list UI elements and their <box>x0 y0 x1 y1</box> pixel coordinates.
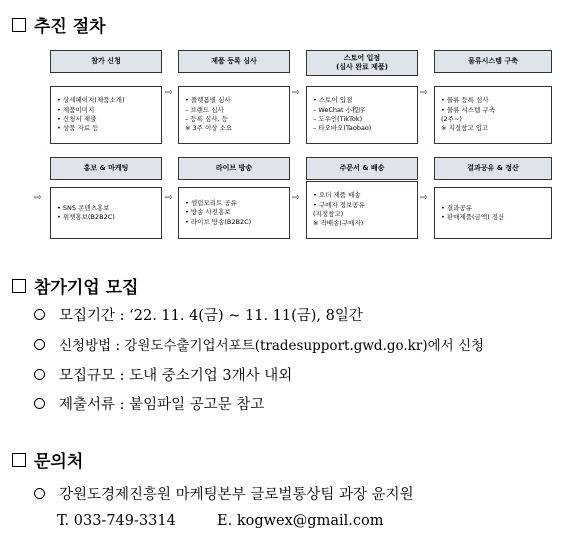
apply-method <box>34 334 484 354</box>
step-settlement <box>434 157 552 239</box>
step-body <box>50 86 162 144</box>
circle-bullet-icon <box>34 398 45 409</box>
step-line: – WeChat 小程序 <box>313 105 366 114</box>
step-line: – 등록 심사, 등 <box>185 115 228 123</box>
step-line: • 구매자 정보공유 <box>313 200 365 209</box>
step-line: • 판매제품(금액) 정산 <box>441 213 505 221</box>
item-text: 모집규모 : 도내 중소기업 3개사 내외 <box>59 368 293 384</box>
step-subtitle: (심사 완료 제품) <box>336 63 388 71</box>
square-bullet-icon <box>12 279 26 293</box>
step-promotion <box>50 157 162 239</box>
step-title: 제품 등록 심사 <box>178 50 290 73</box>
item-text: 강원도경제진흥원 마케팅본부 글로벌통상팀 과장 윤지원 <box>59 487 414 503</box>
step-line: (지정창고) <box>313 210 344 218</box>
circle-bullet-icon <box>34 488 45 499</box>
step-line: • 스토어 입점 <box>313 96 353 105</box>
item-text: 제출서류 : 붙임파일 공고문 참고 <box>59 397 265 413</box>
contact-phone: T. 033-749-3314 <box>57 513 176 529</box>
step-line: • SNS 콘텐츠홍보 <box>57 203 110 212</box>
step-body <box>50 187 162 239</box>
step-product-review <box>178 50 290 144</box>
step-line: • 상세페이지(제품소개) <box>57 96 125 105</box>
circle-bullet-icon <box>34 369 45 380</box>
step-line: – 타오바오(Taobao) <box>313 124 372 133</box>
step-line: • 플랫폼별 심사 <box>185 96 231 105</box>
section-title-recruitment <box>12 273 138 298</box>
arrow-right-icon <box>165 88 173 98</box>
step-line: (2주~) <box>441 115 462 123</box>
circle-bullet-icon <box>34 309 45 320</box>
arrow-right-icon <box>292 88 300 98</box>
arrow-right-icon <box>420 193 428 203</box>
step-line: • 제품이미지 <box>57 105 95 114</box>
step-body <box>178 187 290 239</box>
contact-person <box>34 483 414 504</box>
step-line: ※ 3주 이상 소요 <box>185 124 233 133</box>
step-body <box>434 187 552 239</box>
step-title: 참가 신청 <box>50 50 162 73</box>
section-title-text: 추진 절차 <box>34 17 106 37</box>
step-body <box>178 86 290 144</box>
step-apply <box>50 50 162 144</box>
step-body <box>306 181 418 239</box>
step-line: • 결과공유 <box>441 203 473 212</box>
contact-email: E. kogwex@gmail.com <box>217 513 384 529</box>
step-line: • 라이브 방송(B2B2C) <box>185 217 252 226</box>
step-title: 물류시스템 구축 <box>434 50 552 73</box>
contact-details <box>57 513 383 529</box>
step-live-broadcast <box>178 157 290 239</box>
step-line: • 신청서 제출 <box>57 115 97 123</box>
arrow-right-icon <box>165 193 173 203</box>
step-line: – 브랜드 심사 <box>185 105 224 114</box>
section-title-text: 참가기업 모집 <box>34 278 139 298</box>
step-body <box>434 86 552 144</box>
square-bullet-icon <box>12 18 26 32</box>
step-line: ※ 직배송(구매자) <box>313 219 364 228</box>
step-store-entry <box>306 50 418 144</box>
section-title-text: 문의처 <box>34 452 84 472</box>
recruit-period <box>34 304 363 325</box>
step-title: 홍보 & 마케팅 <box>50 157 162 180</box>
required-documents <box>34 393 264 414</box>
recruit-size <box>34 364 292 385</box>
section-title-process <box>12 12 106 37</box>
arrow-right-icon <box>292 193 300 203</box>
square-bullet-icon <box>12 453 26 467</box>
step-logistics <box>434 50 552 144</box>
step-order-delivery <box>306 157 418 239</box>
section-title-contact <box>12 447 83 472</box>
step-title: 결과공유 & 정산 <box>434 157 552 180</box>
step-title: 주문서 & 배송 <box>306 157 418 180</box>
step-line: • 오더 제품 배송 <box>313 191 361 200</box>
arrow-right-icon <box>34 193 42 203</box>
item-text: 신청방법 : 강원도수출기업서포트(tradesupport.gwd.go.kr)에서 신청 <box>59 338 485 354</box>
step-line: • 물류 시스템 구축 <box>441 105 495 114</box>
step-body <box>306 86 418 144</box>
step-title: 스토어 입점 (심사 완료 제품) <box>306 50 418 76</box>
step-line: – 도우인(TikTok) <box>313 115 363 123</box>
circle-bullet-icon <box>34 339 45 350</box>
arrow-right-icon <box>420 88 428 98</box>
step-title: 라이브 방송 <box>178 157 290 180</box>
step-line: • 상품 자료 등 <box>57 124 99 133</box>
item-text: 모집기간 : ‘22. 11. 4(금) ~ 11. 11(금), 8일간 <box>59 308 363 324</box>
step-line: • 셀럽모리트 공유 <box>185 198 237 207</box>
step-line: • 물류 등록 심사 <box>441 96 489 105</box>
step-line: • 방송 사전홍보 <box>185 208 231 217</box>
step-line: • 위챗홍보(B2B2C) <box>57 213 115 221</box>
step-line: ※ 지정창고 입고 <box>441 124 489 133</box>
